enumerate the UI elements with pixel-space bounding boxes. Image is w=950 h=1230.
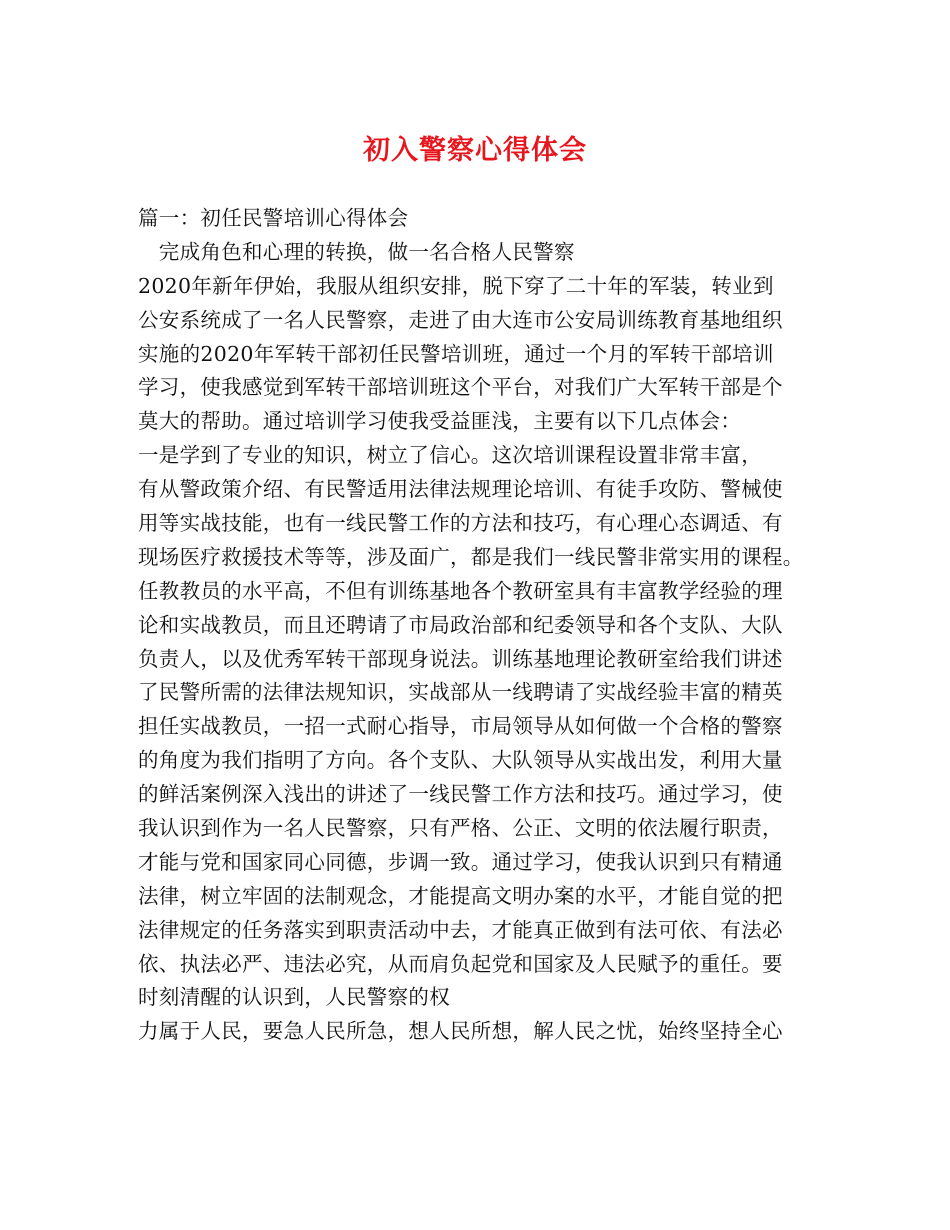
body-line: 有从警政策介绍、有民警适用法律法规理论培训、有徒手攻防、警械使 <box>138 477 783 502</box>
body-line: 用等实战技能，也有一线民警工作的方法和技巧，有心理心态调适、有 <box>138 511 783 536</box>
body-line: 实施的2020年军转干部初任民警培训班，通过一个月的军转干部培训 <box>138 341 774 366</box>
body-line: 篇一：初任民警培训心得体会 <box>138 206 409 230</box>
body-line: 的角度为我们指明了方向。各个支队、大队领导从实战出发，利用大量 <box>138 748 783 773</box>
body-line: 论和实战教员，而且还聘请了市局政治部和纪委领导和各个支队、大队 <box>138 612 783 637</box>
body-line: 负责人，以及优秀军转干部现身说法。训练基地理论教研室给我们讲述 <box>138 646 783 671</box>
body-line: 公安系统成了一名人民警察，走进了由大连市公安局训练教育基地组织 <box>138 307 783 332</box>
body-line: 任教教员的水平高，不但有训练基地各个教研室具有丰富教学经验的理 <box>138 578 783 603</box>
body-line: 依、执法必严、违法必究，从而肩负起党和国家及人民赋予的重任。要 <box>138 951 783 976</box>
document-title: 初入警察心得体会 <box>363 135 587 166</box>
body-line: 完成角色和心理的转换，做一名合格人民警察 <box>138 239 575 264</box>
body-line: 2020年新年伊始，我服从组织安排，脱下穿了二十年的军装，转业到 <box>138 273 774 298</box>
body-line: 担任实战教员，一招一式耐心指导，市局领导从如何做一个合格的警察 <box>138 714 783 739</box>
body-line: 力属于人民，要急人民所急，想人民所想，解人民之忧，始终坚持全心 <box>138 1019 783 1044</box>
body-line: 法律规定的任务落实到职责活动中去，才能真正做到有法可依、有法必 <box>138 917 783 942</box>
body-line: 现场医疗救援技术等等，涉及面广，都是我们一线民警非常实用的课程。 <box>138 544 804 569</box>
body-line: 了民警所需的法律法规知识，实战部从一线聘请了实战经验丰富的精英 <box>138 680 783 705</box>
body-line: 莫大的帮助。通过培训学习使我受益匪浅，主要有以下几点体会： <box>138 409 742 434</box>
body-line: 的鲜活案例深入浅出的讲述了一线民警工作方法和技巧。通过学习，使 <box>138 782 783 807</box>
body-line: 时刻清醒的认识到，人民警察的权 <box>138 985 450 1010</box>
body-line: 才能与党和国家同心同德，步调一致。通过学习，使我认识到只有精通 <box>138 849 783 874</box>
body-line: 法律，树立牢固的法制观念，才能提高文明办案的水平，才能自觉的把 <box>138 883 783 908</box>
body-line: 学习，使我感觉到军转干部培训班这个平台，对我们广大军转干部是个 <box>138 375 783 400</box>
body-line: 一是学到了专业的知识，树立了信心。这次培训课程设置非常丰富， <box>138 443 762 468</box>
document-body <box>138 202 818 1049</box>
body-line: 我认识到作为一名人民警察，只有严格、公正、文明的依法履行职责， <box>138 816 783 841</box>
